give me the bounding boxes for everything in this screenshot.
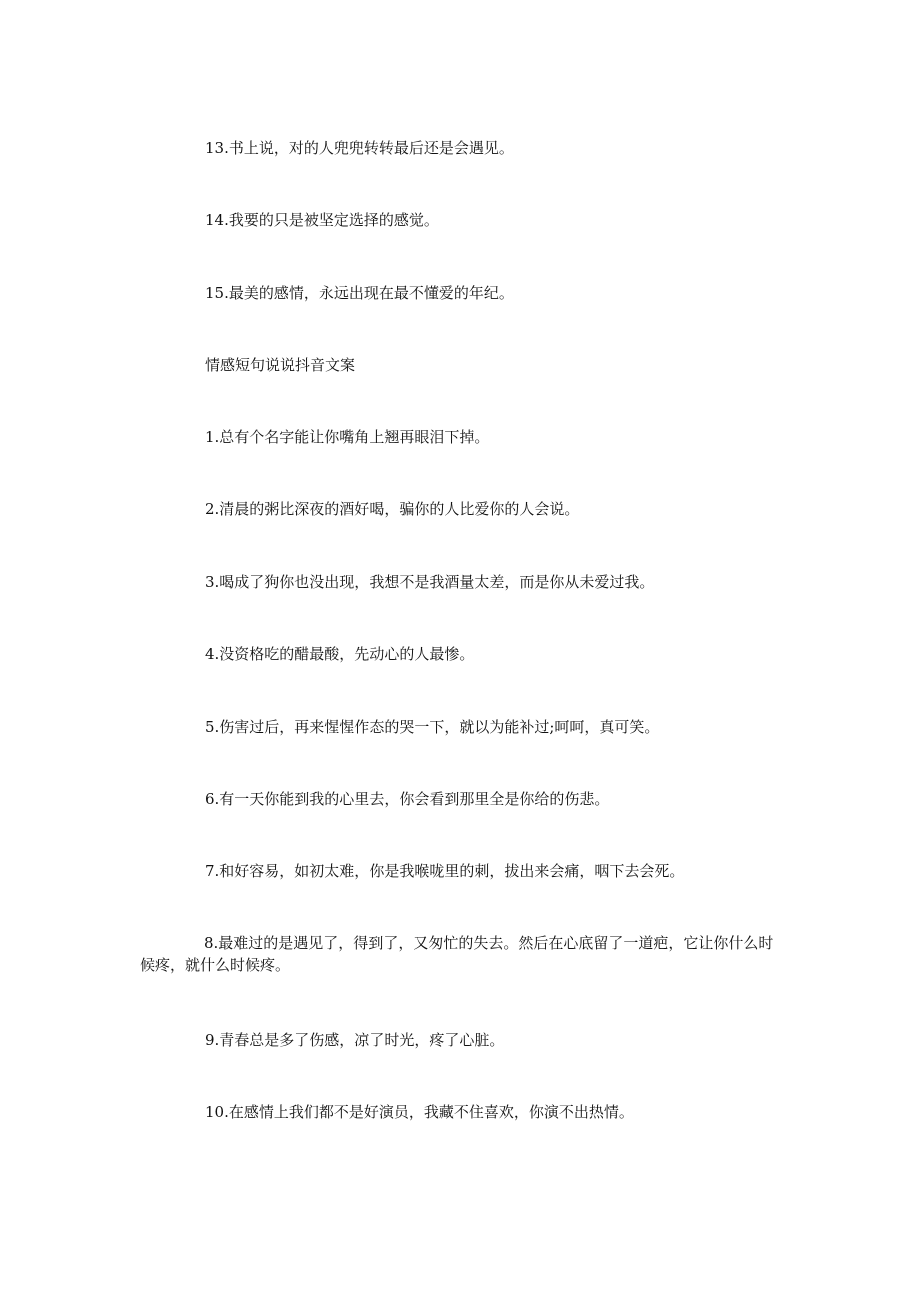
quote-5: 5.伤害过后，再来惺惺作态的哭一下，就以为能补过;呵呵，真可笑。	[205, 718, 660, 736]
quote-1: 1.总有个名字能让你嘴角上翘再眼泪下掉。	[205, 428, 490, 446]
quote-13: 13.书上说，对的人兜兜转转最后还是会遇见。	[205, 139, 514, 157]
section-heading: 情感短句说说抖音文案	[205, 356, 356, 374]
quote-8: 8.最难过的是遇见了，得到了，又匆忙的失去。然后在心底留了一道疤，它让你什么时候疼，就什么时候疼。	[140, 934, 774, 974]
quote-6: 6.有一天你能到我的心里去，你会看到那里全是你给的伤悲。	[205, 790, 610, 808]
quote-15: 15.最美的感情，永远出现在最不懂爱的年纪。	[205, 284, 514, 302]
quote-9: 9.青春总是多了伤感，凉了时光，疼了心脏。	[205, 1031, 505, 1049]
quote-10: 10.在感情上我们都不是好演员，我藏不住喜欢，你演不出热情。	[205, 1103, 634, 1121]
quote-3: 3.喝成了狗你也没出现，我想不是我酒量太差，而是你从未爱过我。	[205, 573, 655, 591]
quote-4: 4.没资格吃的醋最酸，先动心的人最惨。	[205, 645, 475, 663]
quote-2: 2.清晨的粥比深夜的酒好喝，骗你的人比爱你的人会说。	[205, 500, 580, 518]
quote-7: 7.和好容易，如初太难，你是我喉咙里的刺，拔出来会痛，咽下去会死。	[205, 862, 685, 880]
quote-14: 14.我要的只是被坚定选择的感觉。	[205, 211, 439, 229]
